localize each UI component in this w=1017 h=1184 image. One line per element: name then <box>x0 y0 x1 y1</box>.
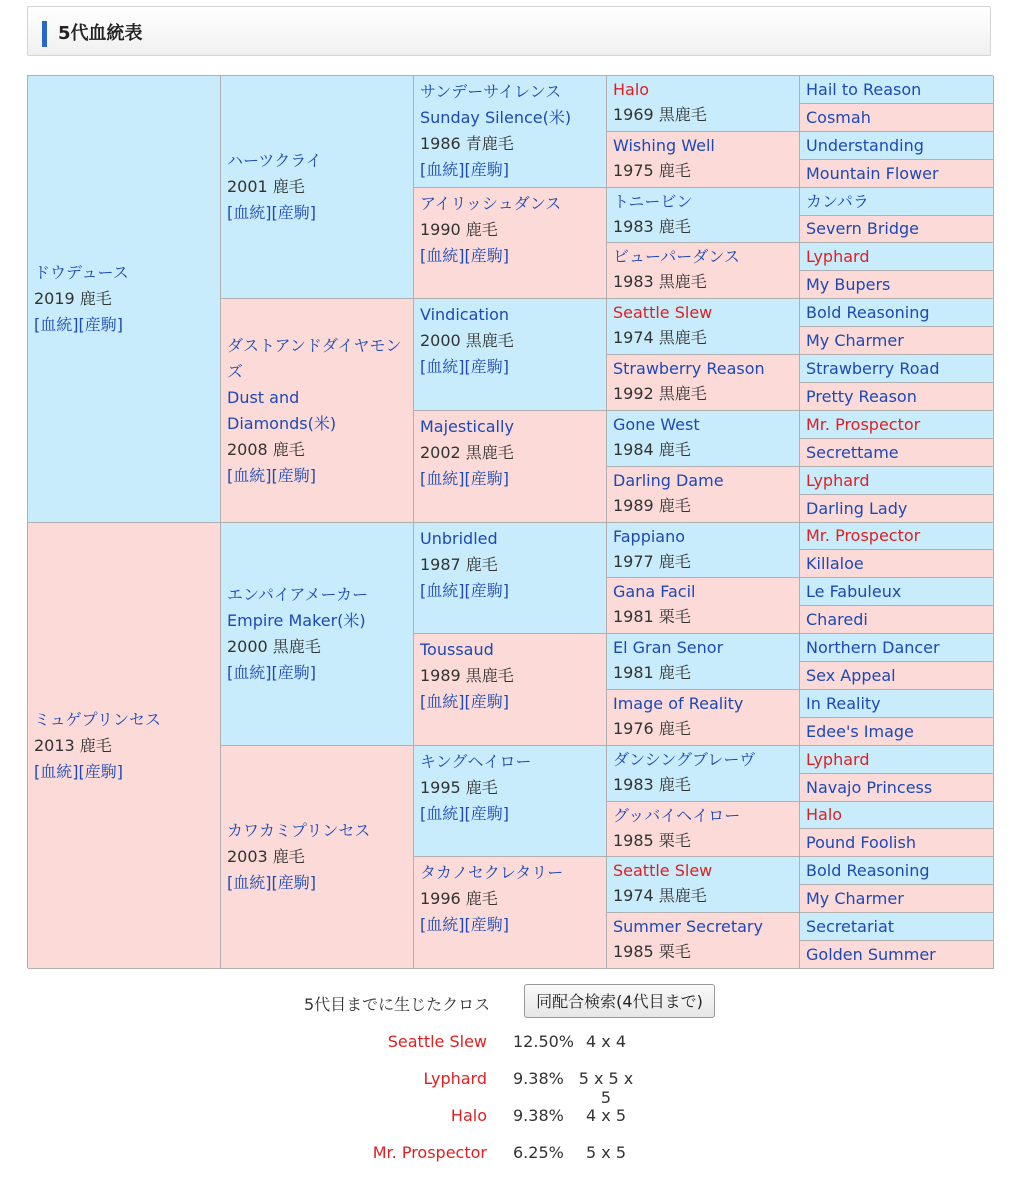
horse-birth-color: 2013 鹿毛 <box>34 735 112 755</box>
pedigree-cell-gen4 <box>607 76 800 132</box>
progeny-link[interactable]: [産駒] <box>464 469 509 488</box>
horse-name-link[interactable]: Vindication <box>420 305 510 324</box>
horse-info <box>420 749 602 827</box>
pedigree-cell-gen4 <box>607 411 800 467</box>
horse-name-link[interactable]: Image of Reality <box>613 694 744 713</box>
pedigree-cell-gen5 <box>800 76 994 104</box>
pedigree-link[interactable]: [血統] <box>227 663 272 682</box>
pedigree-cell-gen3 <box>414 188 607 299</box>
pedigree-cell-gen5 <box>800 606 994 634</box>
horse-info <box>806 384 989 410</box>
horse-info <box>806 691 989 717</box>
horse-info <box>420 414 602 492</box>
horse-links <box>420 912 602 938</box>
horse-name-link[interactable]: Sex Appeal <box>806 665 896 685</box>
pedigree-cell-gen5 <box>800 495 994 523</box>
cross-generations: 5 x 5 <box>586 1143 626 1162</box>
horse-info <box>806 942 989 968</box>
pedigree-cell-gen5 <box>800 829 994 857</box>
pedigree-cell-gen5 <box>800 132 994 160</box>
horse-info <box>806 579 989 605</box>
pedigree-cell-gen3 <box>414 299 607 411</box>
horse-birth-color: 2008 鹿毛 <box>227 439 305 459</box>
pedigree-link[interactable]: [血統] <box>420 160 465 179</box>
horse-name-en-link[interactable]: Sunday Silence(米) <box>420 108 572 127</box>
horse-links <box>34 759 216 785</box>
horse-name-link[interactable]: Pretty Reason <box>806 386 917 406</box>
pedigree-cell-gen5 <box>800 746 994 774</box>
horse-birth-color: 1981 栗毛 <box>613 607 691 626</box>
horse-info <box>34 707 216 785</box>
pedigree-cell-gen5 <box>800 188 994 216</box>
horse-name-link[interactable]: Golden Summer <box>806 944 936 964</box>
horse-name-link[interactable]: Cosmah <box>806 107 871 127</box>
horse-info <box>806 496 989 522</box>
horse-name-link[interactable]: Strawberry Road <box>806 358 940 378</box>
horse-name-link[interactable]: Darling Dame <box>613 471 724 490</box>
pedigree-cell-gen5 <box>800 913 994 941</box>
progeny-link[interactable]: [産駒] <box>271 203 316 222</box>
cross-generations: 5 x 5 x 5 <box>578 1069 634 1107</box>
horse-name-link[interactable]: Gana Facil <box>613 582 696 601</box>
pedigree-cell-gen5 <box>800 690 994 718</box>
pedigree-cell-gen5 <box>800 550 994 578</box>
horse-info <box>806 133 989 159</box>
horse-info <box>806 747 989 773</box>
horse-birth-color: 1985 栗毛 <box>613 831 691 850</box>
horse-birth-color: 1983 鹿毛 <box>613 217 691 236</box>
horse-name-link[interactable]: Unbridled <box>420 529 498 548</box>
horse-name-link[interactable]: Toussaud <box>420 640 494 659</box>
horse-birth-color: 2019 鹿毛 <box>34 289 112 308</box>
pedigree-cell-gen4 <box>607 690 800 746</box>
horse-birth-color: 1990 鹿毛 <box>420 220 498 239</box>
horse-info <box>613 747 795 797</box>
horse-links <box>420 801 602 827</box>
horse-birth-color: 1983 鹿毛 <box>613 775 691 794</box>
pedigree-cell-gen3 <box>414 857 607 969</box>
horse-name-link[interactable]: グッバイヘイロー <box>613 806 741 825</box>
pedigree-cell-gen5 <box>800 885 994 913</box>
cross-horse-link[interactable]: Halo <box>450 1106 487 1125</box>
pedigree-cell-gen2 <box>221 523 414 746</box>
pedigree-link[interactable]: [血統] <box>420 581 465 600</box>
pedigree-cell-gen1 <box>28 76 221 523</box>
horse-name-link[interactable]: Wishing Well <box>613 136 715 155</box>
horse-info <box>613 803 795 853</box>
horse-info <box>806 663 989 689</box>
cross-row-item <box>0 1032 1017 1069</box>
horse-birth-color: 2002 黒鹿毛 <box>420 443 514 462</box>
pedigree-cell-gen5 <box>800 160 994 188</box>
horse-birth-color: 2003 鹿毛 <box>227 847 305 866</box>
horse-info <box>613 133 795 183</box>
pedigree-cell-gen4 <box>607 132 800 188</box>
pedigree-cell-gen4 <box>607 188 800 243</box>
horse-info <box>806 440 989 466</box>
pedigree-link[interactable]: [血統] <box>420 804 465 823</box>
pedigree-link[interactable]: [血統] <box>420 692 465 711</box>
horse-birth-color: 1986 青鹿毛 <box>420 134 514 153</box>
pedigree-link[interactable]: [血統] <box>34 315 79 334</box>
pedigree-cell-gen4 <box>607 634 800 690</box>
horse-name-link[interactable]: ハーツクライ <box>227 151 322 170</box>
pedigree-cell-gen4 <box>607 355 800 411</box>
pedigree-cell-gen5 <box>800 439 994 467</box>
horse-name-link[interactable]: Secretariat <box>806 916 895 936</box>
horse-name-link[interactable]: ダストアンドダイヤモンズ <box>227 335 402 381</box>
horse-info <box>613 356 795 406</box>
horse-info <box>806 523 989 549</box>
horse-info <box>806 775 989 801</box>
horse-info <box>613 300 795 350</box>
horse-info <box>613 244 795 294</box>
horse-info <box>420 526 602 604</box>
pedigree-cell-gen2 <box>221 299 414 523</box>
cross-label: 5代目までに生じたクロス <box>304 995 491 1014</box>
horse-info <box>806 328 989 354</box>
pedigree-cell-gen4 <box>607 299 800 355</box>
progeny-link[interactable]: [産駒] <box>78 761 123 781</box>
horse-name-link[interactable]: エンパイアメーカー <box>227 585 369 604</box>
pedigree-cell-gen5 <box>800 243 994 271</box>
horse-links <box>420 689 602 715</box>
horse-birth-color: 1969 黒鹿毛 <box>613 105 707 124</box>
horse-links <box>227 660 409 686</box>
pedigree-link[interactable]: [血統] <box>34 761 79 781</box>
horse-name-link[interactable]: トニービン <box>613 192 693 211</box>
cross-percent: 6.25% <box>513 1143 564 1162</box>
horse-birth-color: 1996 鹿毛 <box>420 889 498 908</box>
horse-name-link[interactable]: Mr. Prospector <box>806 526 921 545</box>
horse-info <box>806 244 989 270</box>
pedigree-link[interactable]: [血統] <box>420 469 465 488</box>
horse-birth-color: 2000 黒鹿毛 <box>227 637 321 656</box>
horse-name-link[interactable]: アイリッシュダンス <box>420 194 562 213</box>
horse-name-link[interactable]: Le Fabuleux <box>806 581 902 601</box>
horse-birth-color: 1975 鹿毛 <box>613 161 691 180</box>
pedigree-cell-gen4 <box>607 857 800 913</box>
horse-info <box>420 79 602 183</box>
horse-name-link[interactable]: Killaloe <box>806 553 864 573</box>
pedigree-cell-gen5 <box>800 634 994 662</box>
pedigree-cell-gen3 <box>414 411 607 523</box>
section-title: 5代血統表 <box>58 23 143 44</box>
pedigree-cell-gen3 <box>414 76 607 188</box>
horse-info <box>806 356 989 382</box>
cross-header-row <box>0 984 1017 1020</box>
cross-horse-link[interactable]: Lyphard <box>423 1069 487 1088</box>
horse-info <box>806 105 989 131</box>
horse-name-link[interactable]: ダンシングブレーヴ <box>613 750 756 769</box>
horse-name-link[interactable]: タカノセクレタリー <box>420 863 564 882</box>
horse-name-link[interactable]: Seattle Slew <box>613 303 713 322</box>
horse-name-link[interactable]: Mr. Prospector <box>806 414 921 434</box>
pedigree-table <box>27 75 993 968</box>
horse-info <box>806 635 989 661</box>
horse-name-link[interactable]: Understanding <box>806 135 924 155</box>
horse-birth-color: 1995 鹿毛 <box>420 778 498 797</box>
cross-row-item <box>0 1106 1017 1143</box>
horse-name-link[interactable]: Bold Reasoning <box>806 302 930 322</box>
pedigree-cell-gen4 <box>607 243 800 299</box>
horse-birth-color: 1981 鹿毛 <box>613 663 691 682</box>
horse-info <box>227 148 409 226</box>
pedigree-link[interactable]: [血統] <box>420 246 465 265</box>
horse-info <box>420 302 602 380</box>
horse-name-link[interactable]: Severn Bridge <box>806 219 919 238</box>
horse-links <box>420 243 602 269</box>
progeny-link[interactable]: [産駒] <box>464 160 509 179</box>
pedigree-cell-gen4 <box>607 578 800 634</box>
horse-birth-color: 2001 鹿毛 <box>227 177 305 196</box>
horse-info <box>613 524 795 574</box>
horse-name-link[interactable]: My Charmer <box>806 888 904 908</box>
horse-info <box>613 77 795 127</box>
pedigree-cell-gen4 <box>607 802 800 857</box>
pedigree-cell-gen5 <box>800 802 994 829</box>
pedigree-cell-gen5 <box>800 271 994 299</box>
progeny-link[interactable]: [産駒] <box>464 246 509 265</box>
horse-info <box>806 886 989 912</box>
pedigree-cell-gen4 <box>607 746 800 802</box>
horse-name-link[interactable]: ビューパーダンス <box>613 247 740 266</box>
horse-info <box>227 818 409 896</box>
horse-info <box>420 637 602 715</box>
progeny-link[interactable]: [産駒] <box>78 315 123 334</box>
progeny-link[interactable]: [産駒] <box>464 357 509 376</box>
horse-birth-color: 1989 黒鹿毛 <box>420 666 514 685</box>
horse-name-link[interactable]: Secrettame <box>806 442 899 462</box>
horse-links <box>420 157 602 183</box>
horse-info <box>806 607 989 633</box>
similar-mating-search-button[interactable]: 同配合検索(4代目まで) <box>524 984 715 1018</box>
horse-name-link[interactable]: Northern Dancer <box>806 637 940 657</box>
horse-info <box>613 412 795 462</box>
horse-birth-color: 1984 鹿毛 <box>613 440 691 459</box>
horse-info <box>613 189 795 239</box>
horse-links <box>34 312 216 338</box>
pedigree-cell-gen5 <box>800 216 994 243</box>
pedigree-cell-gen5 <box>800 327 994 355</box>
horse-info <box>806 77 989 103</box>
horse-info <box>806 830 989 856</box>
pedigree-cell-gen5 <box>800 467 994 495</box>
horse-links <box>420 354 602 380</box>
horse-birth-color: 1977 鹿毛 <box>613 552 691 571</box>
horse-info <box>806 551 989 577</box>
horse-name-link[interactable]: Hail to Reason <box>806 79 922 99</box>
section-header <box>27 6 991 56</box>
pedigree-link[interactable]: [血統] <box>420 357 465 376</box>
cross-row-item <box>0 1069 1017 1106</box>
pedigree-cell-gen4 <box>607 467 800 523</box>
pedigree-cell-gen5 <box>800 355 994 383</box>
horse-name-link[interactable]: Fappiano <box>613 527 686 546</box>
cross-generations: 4 x 4 <box>586 1032 626 1051</box>
horse-name-link[interactable]: キングヘイロー <box>420 752 532 771</box>
horse-info <box>806 161 989 187</box>
horse-name-link[interactable]: Seattle Slew <box>613 861 713 880</box>
horse-info <box>613 914 795 964</box>
horse-birth-color: 1987 鹿毛 <box>420 555 498 574</box>
horse-info <box>613 468 795 518</box>
horse-birth-color: 1985 栗毛 <box>613 942 691 961</box>
horse-info <box>806 189 989 215</box>
horse-birth-color: 1989 鹿毛 <box>613 496 691 515</box>
cross-horse-link[interactable]: Mr. Prospector <box>372 1143 487 1162</box>
pedigree-cell-gen2 <box>221 76 414 299</box>
header-accent-bar <box>42 21 47 47</box>
pedigree-cell-gen5 <box>800 718 994 746</box>
horse-name-link[interactable]: ミュゲプリンセス <box>34 709 162 729</box>
pedigree-cell-gen5 <box>800 383 994 411</box>
pedigree-cell-gen5 <box>800 941 994 969</box>
horse-info <box>806 216 989 242</box>
horse-name-link[interactable]: My Bupers <box>806 274 891 294</box>
horse-name-link[interactable]: My Charmer <box>806 330 904 350</box>
pedigree-cell-gen3 <box>414 746 607 857</box>
horse-name-link[interactable]: Navajo Princess <box>806 777 933 797</box>
horse-info <box>806 858 989 884</box>
horse-name-link[interactable]: Lyphard <box>806 749 870 769</box>
horse-birth-color: 1974 黒鹿毛 <box>613 328 707 347</box>
horse-name-en-link[interactable]: Dust and Diamonds(米) <box>227 387 337 433</box>
pedigree-cell-gen5 <box>800 774 994 802</box>
horse-info <box>227 582 409 686</box>
horse-links <box>227 200 409 226</box>
horse-name-link[interactable]: Majestically <box>420 417 514 436</box>
horse-name-link[interactable]: カンパラ <box>806 191 869 211</box>
horse-info <box>613 691 795 741</box>
pedigree-link[interactable]: [血統] <box>420 915 465 934</box>
horse-name-link[interactable]: Halo <box>613 80 650 99</box>
horse-birth-color: 1992 黒鹿毛 <box>613 384 707 403</box>
horse-birth-color: 1974 黒鹿毛 <box>613 886 707 905</box>
horse-birth-color: 1976 鹿毛 <box>613 719 691 738</box>
pedigree-link[interactable]: [血統] <box>227 203 272 222</box>
cross-generations: 4 x 5 <box>586 1106 626 1125</box>
cross-percent: 9.38% <box>513 1106 564 1125</box>
horse-name-link[interactable]: Lyphard <box>806 246 870 266</box>
pedigree-cell-gen5 <box>800 662 994 690</box>
pedigree-cell-gen2 <box>221 746 414 969</box>
horse-name-link[interactable]: サンデーサイレンス <box>420 82 562 101</box>
horse-info <box>613 635 795 685</box>
pedigree-cell-gen5 <box>800 523 994 550</box>
horse-name-link[interactable]: Charedi <box>806 609 868 629</box>
horse-name-link[interactable]: Gone West <box>613 415 700 434</box>
horse-name-link[interactable]: Darling Lady <box>806 498 908 518</box>
pedigree-cell-gen4 <box>607 913 800 969</box>
pedigree-cell-gen5 <box>800 411 994 439</box>
horse-name-link[interactable]: Edee's Image <box>806 721 914 741</box>
pedigree-cell-gen4 <box>607 523 800 578</box>
pedigree-cell-gen5 <box>800 578 994 606</box>
progeny-link[interactable]: [産駒] <box>271 465 316 485</box>
progeny-link[interactable]: [産駒] <box>271 873 316 892</box>
horse-info <box>806 802 989 828</box>
progeny-link[interactable]: [産駒] <box>464 915 509 934</box>
horse-links <box>227 463 409 489</box>
horse-info <box>806 272 989 298</box>
pedigree-cell-gen3 <box>414 634 607 746</box>
cross-row-item <box>0 1143 1017 1180</box>
horse-info <box>806 719 989 745</box>
progeny-link[interactable]: [産駒] <box>464 804 509 823</box>
horse-name-en-link[interactable]: Empire Maker(米) <box>227 611 366 630</box>
cross-percent: 9.38% <box>513 1069 564 1088</box>
horse-name-link[interactable]: El Gran Senor <box>613 638 724 657</box>
progeny-link[interactable]: [産駒] <box>464 692 509 711</box>
pedigree-link[interactable]: [血統] <box>227 873 272 892</box>
horse-info <box>420 860 602 938</box>
cross-horse-link[interactable]: Seattle Slew <box>387 1032 487 1051</box>
cross-percent: 12.50% <box>513 1032 575 1051</box>
horse-links <box>227 870 409 896</box>
pedigree-link[interactable]: [血統] <box>227 465 272 485</box>
horse-info <box>34 260 216 338</box>
pedigree-cell-gen5 <box>800 104 994 132</box>
horse-name-link[interactable]: Strawberry Reason <box>613 359 765 378</box>
horse-info <box>613 579 795 629</box>
horse-info <box>613 858 795 908</box>
progeny-link[interactable]: [産駒] <box>271 663 316 682</box>
horse-info <box>806 914 989 940</box>
horse-name-link[interactable]: Lyphard <box>806 470 870 490</box>
horse-name-link[interactable]: Mountain Flower <box>806 163 939 183</box>
horse-birth-color: 1983 黒鹿毛 <box>613 272 707 291</box>
horse-info <box>806 468 989 494</box>
horse-info <box>420 191 602 269</box>
horse-name-link[interactable]: Halo <box>806 805 843 824</box>
pedigree-cell-gen5 <box>800 857 994 885</box>
horse-links <box>420 466 602 492</box>
horse-birth-color: 2000 黒鹿毛 <box>420 331 514 350</box>
horse-name-link[interactable]: In Reality <box>806 693 881 713</box>
horse-name-link[interactable]: ドウデュース <box>34 263 129 282</box>
horse-name-link[interactable]: Summer Secretary <box>613 917 763 936</box>
horse-info <box>806 412 989 438</box>
horse-name-link[interactable]: カワカミプリンセス <box>227 821 371 840</box>
pedigree-cell-gen5 <box>800 299 994 327</box>
horse-info <box>227 333 409 489</box>
horse-name-link[interactable]: Pound Foolish <box>806 832 916 852</box>
progeny-link[interactable]: [産駒] <box>464 581 509 600</box>
pedigree-cell-gen3 <box>414 523 607 634</box>
horse-info <box>806 300 989 326</box>
horse-links <box>420 578 602 604</box>
pedigree-cell-gen1 <box>28 523 221 969</box>
horse-name-link[interactable]: Bold Reasoning <box>806 860 930 880</box>
